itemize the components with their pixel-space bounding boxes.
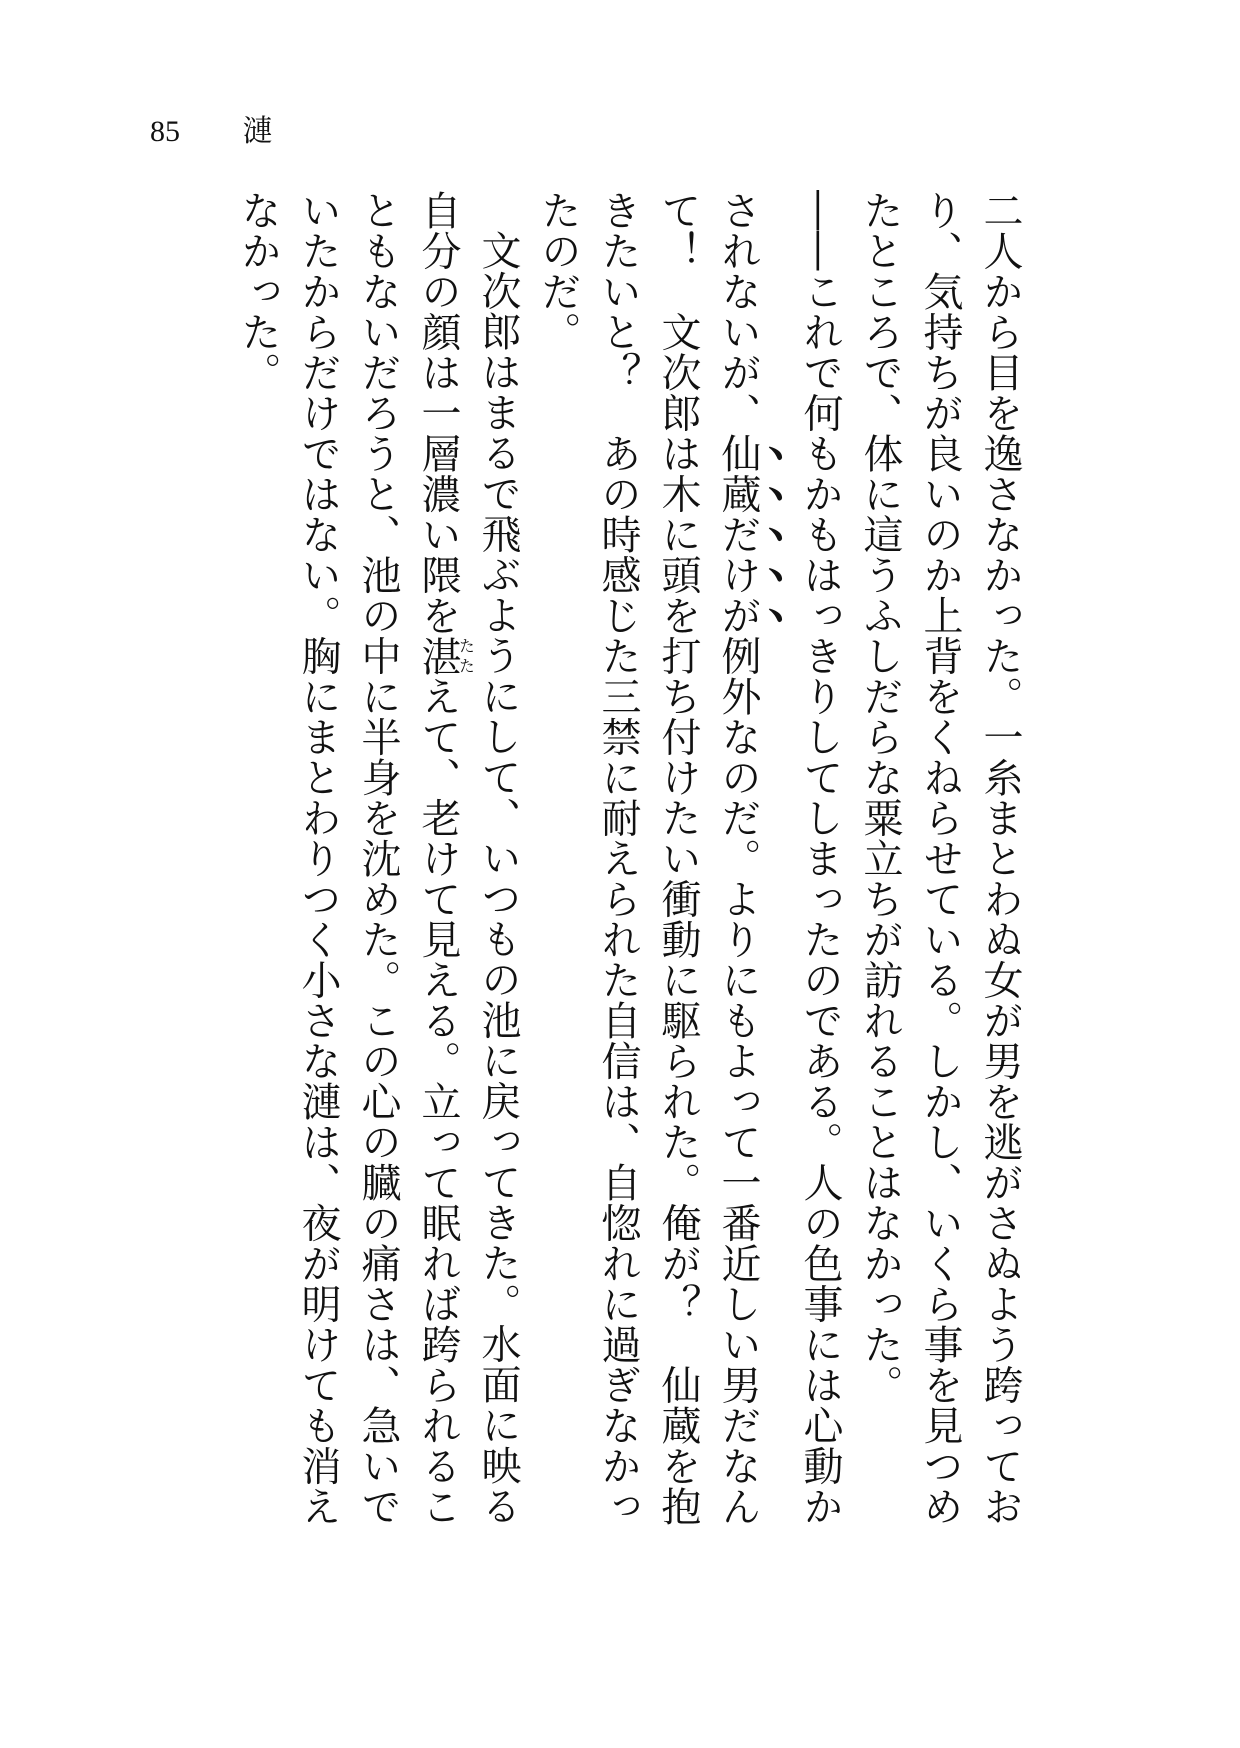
- text-segment: ――これで何もかもはっきりしてしまったのである。人の色事には心動かされないが、: [715, 190, 843, 1527]
- text-segment: えて、老けて見える。立って眠れば跨られることもないだろうと、池の中に半身を沈めた。この心の臓の痛さは、急いでいたからだけではない。胸にまとわりつく小さな漣は、夜が明けても消えなかった。: [235, 190, 461, 1527]
- text-segment: 文次郎はまるで飛ぶようにして、いつもの池に戻ってきた。水面に映る自分の顔は一層濃い隈を: [415, 190, 521, 1526]
- body-text: [170, 190, 1030, 1530]
- paragraph: [228, 190, 528, 1530]
- text-segment: 例外なのだ。よりにもよって一番近しい男だなんて！ 文次郎は木に頭を打ち付けたい衝動に駆られた。俺が？ 仙蔵を抱きたいと？ あの時感じた三禁に耐えられた自信は、自惚れに過ぎなかったのだ。: [535, 190, 761, 1527]
- running-title: 漣: [242, 115, 273, 148]
- text-segment: 二人から目を逸さなかった。一糸まとわぬ女が男を逃がさぬよう跨っており、気持ちが良いのか上背をくねらせている。しかし、いくら事を見つめたところで、体に這うふしだらな粟立ちが訪れることはなかった。: [857, 190, 1023, 1527]
- ruby-reading: たた: [456, 635, 476, 676]
- page-header: [150, 112, 273, 152]
- ruby-base: 湛: [415, 635, 461, 676]
- paragraph: [528, 190, 850, 1530]
- paragraph: [850, 190, 1030, 1530]
- page-number: 85: [150, 115, 180, 148]
- emphasized-text: 仙蔵だけが: [715, 433, 761, 636]
- ruby-word: [415, 635, 476, 677]
